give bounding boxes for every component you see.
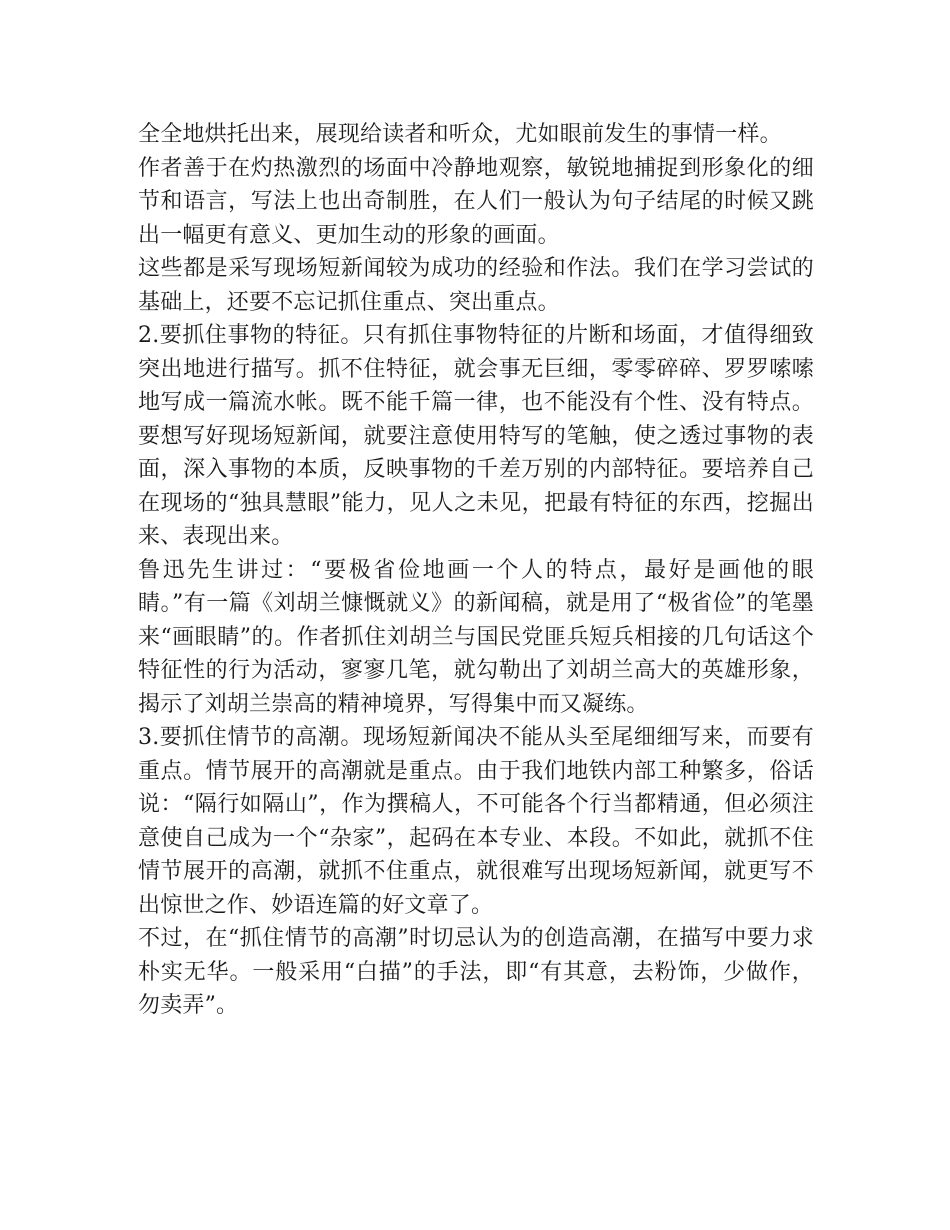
paragraph-4: 2.要抓住事物的特征。只有抓住事物特征的片断和场面，才值得细致突出地进行描写。抓不住特征，就会事无巨细，零零碎碎、罗罗嗦嗦地写成一篇流水帐。既不能千篇一律，也不能没有个性、没有特点。要想写好现场短新闻，就要注意使用特写的笔触，使之透过事物的表面，深入事物的本质，反映事物的千差万别的内部特征。要培养自己在现场的“独具慧眼”能力，见人之未见，把最有特征的东西，挖掘出来、表现出来。 bbox=[138, 323, 814, 549]
paragraph-1: 全全地烘托出来，展现给读者和听众，尤如眼前发生的事情一样。 bbox=[138, 122, 782, 147]
paragraph-3: 这些都是采写现场短新闻较为成功的经验和作法。我们在学习尝试的基础上，还要不忘记抓住重点、突出重点。 bbox=[138, 256, 814, 315]
paragraph-5: 鲁迅先生讲过：“要极省俭地画一个人的特点，最好是画他的眼睛。”有一篇《刘胡兰慷慨就义》的新闻稿，就是用了“极省俭”的笔墨来“画眼睛”的。作者抓住刘胡兰与国民党匪兵短兵相接的几句话这个特征性的行为活动，寥寥几笔，就勾勒出了刘胡兰高大的英雄形象，揭示了刘胡兰崇高的精神境界，写得集中而又凝练。 bbox=[138, 557, 814, 717]
document-body bbox=[138, 118, 814, 1023]
paragraph-7: 不过，在“抓住情节的高潮”时切忌认为的创造高潮，在描写中要力求朴实无华。一般采用“白描”的手法，即“有其意，去粉饰，少做作，勿卖弄”。 bbox=[138, 926, 814, 1018]
paragraph-6: 3.要抓住情节的高潮。现场短新闻决不能从头至尾细细写来，而要有重点。情节展开的高潮就是重点。由于我们地铁内部工种繁多，俗话说：“隔行如隔山”，作为撰稿人，不可能各个行当都精通，但必须注意使自己成为一个“杂家”，起码在本专业、本段。不如此，就抓不住情节展开的高潮，就抓不住重点，就很难写出现场短新闻，就更写不出惊世之作、妙语连篇的好文章了。 bbox=[138, 725, 814, 918]
paragraph-2: 作者善于在灼热激烈的场面中冷静地观察，敏锐地捕捉到形象化的细节和语言，写法上也出奇制胜，在人们一般认为句子结尾的时候又跳出一幅更有意义、更加生动的形象的画面。 bbox=[138, 155, 814, 248]
